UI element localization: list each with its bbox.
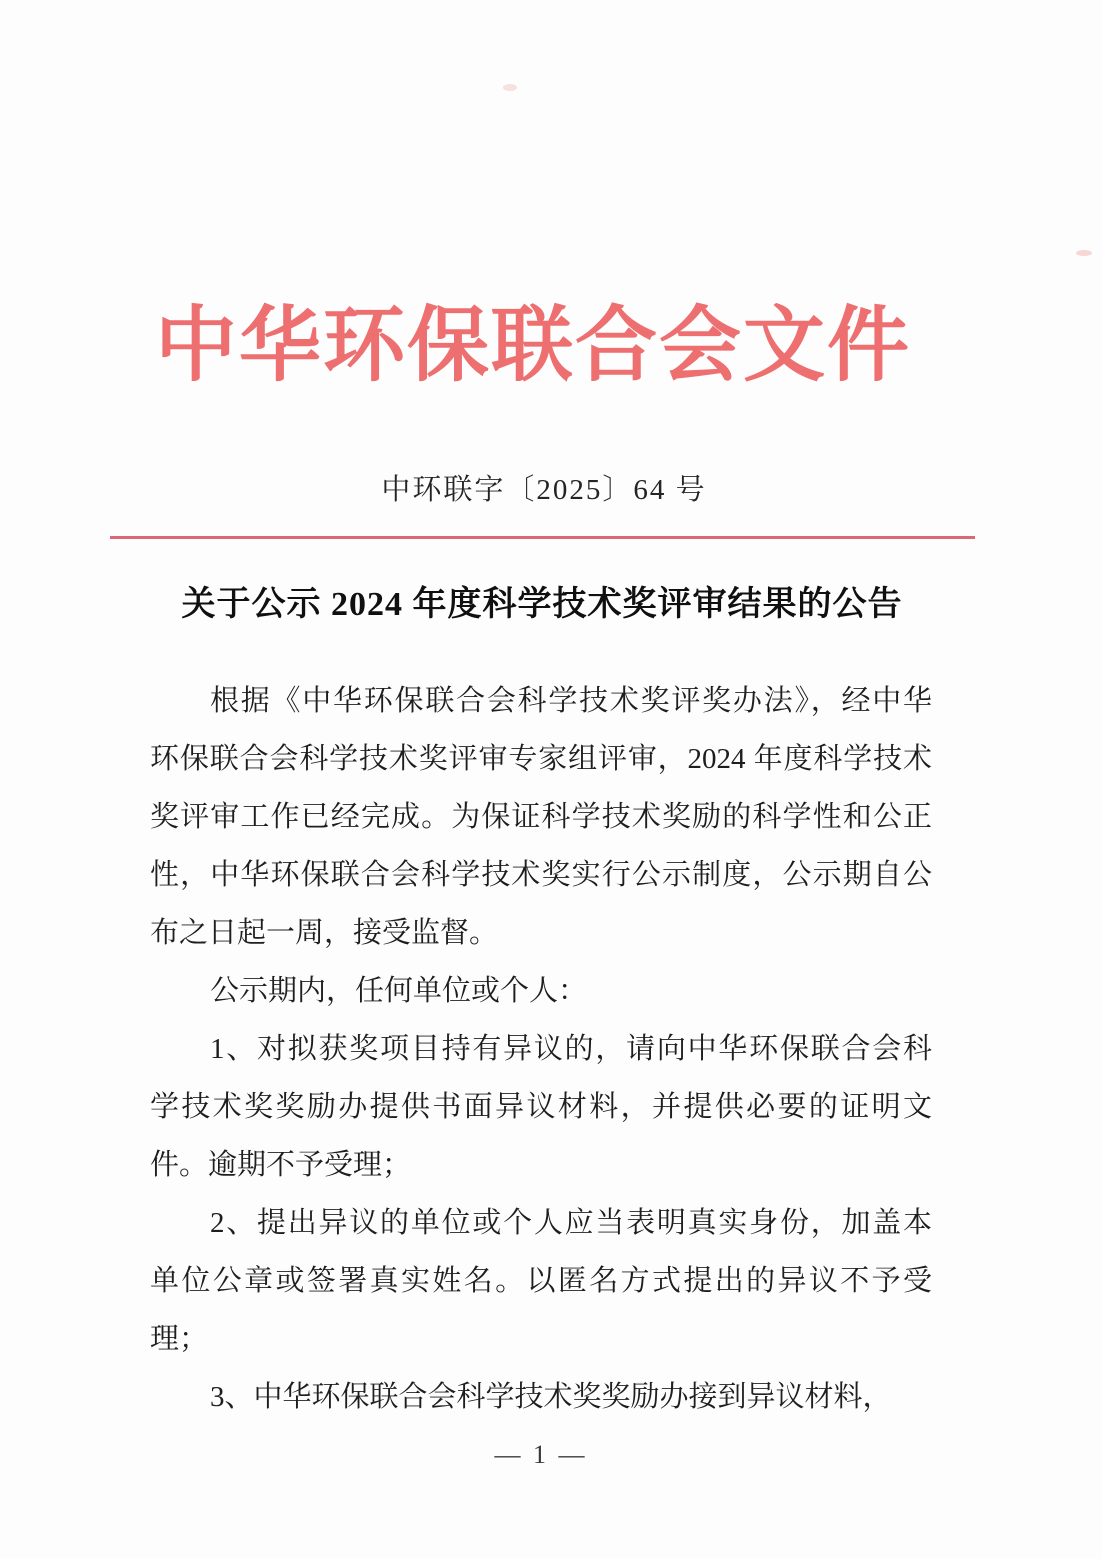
- body-line: 奖评审工作已经完成。为保证科学技术奖励的科学性和公正: [150, 801, 932, 833]
- body-line: 2、提出异议的单位或个人应当表明真实身份，加盖本: [210, 1207, 932, 1239]
- letterhead-title: 中华环保联合会文件: [154, 300, 911, 391]
- scan-speck: [503, 84, 517, 91]
- body-line: 公示期内，任何单位或个人：: [210, 975, 588, 1007]
- body-line: 理；: [150, 1323, 209, 1355]
- body-line: 1、对拟获奖项目持有异议的，请向中华环保联合会科: [210, 1033, 932, 1065]
- document-reference-number: 中环联字〔2025〕64 号: [381, 474, 707, 506]
- body-line: 单位公章或签署真实姓名。以匿名方式提出的异议不予受: [150, 1265, 932, 1297]
- body-line: 根据《中华环保联合会科学技术奖评奖办法》，经中华: [210, 685, 932, 717]
- announcement-title: 关于公示 2024 年度科学技术奖评审结果的公告: [181, 586, 903, 623]
- body-line: 布之日起一周，接受监督。: [150, 917, 499, 949]
- body-line: 学技术奖奖励办提供书面异议材料，并提供必要的证明文: [150, 1091, 932, 1123]
- body-line: 环保联合会科学技术奖评审专家组评审，2024 年度科学技术: [150, 743, 932, 775]
- page-number: — 1 —: [494, 1440, 588, 1469]
- body-line: 3、中华环保联合会科学技术奖奖励办接到异议材料，: [210, 1381, 892, 1413]
- body-line: 件。逾期不予受理；: [150, 1149, 412, 1181]
- document-body: [150, 672, 932, 1426]
- red-divider-rule: [110, 536, 975, 539]
- scan-speck: [1076, 250, 1092, 256]
- body-line: 性，中华环保联合会科学技术奖实行公示制度，公示期自公: [150, 859, 932, 891]
